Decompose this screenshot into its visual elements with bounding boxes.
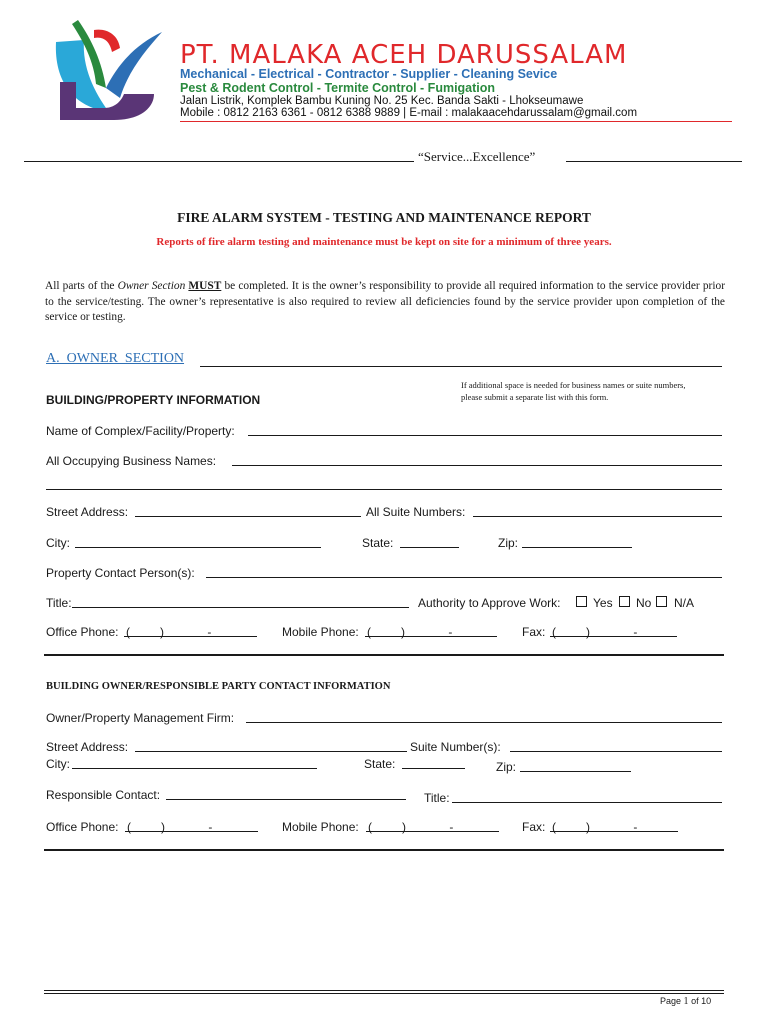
company-services-line1: Mechanical - Electrical - Contractor - Supplier - Cleaning Sevice: [180, 67, 558, 81]
fax-label: Fax:: [522, 625, 546, 639]
mobile-phone-label: Mobile Phone:: [282, 625, 359, 639]
title-label: Title:: [46, 596, 72, 610]
responsible-contact-label: Responsible Contact:: [46, 788, 161, 802]
office-phone-format: ( ) -: [126, 625, 212, 639]
section-a-title: A. OWNER SECTION: [46, 351, 185, 366]
owner-fax-format: ( ) -: [552, 820, 638, 834]
authority-na-label: N/A: [674, 596, 695, 610]
company-name: PT. MALAKA ACEH DARUSSALAM: [180, 40, 628, 70]
state-field[interactable]: [400, 535, 459, 548]
zip-label: Zip:: [498, 536, 519, 550]
owner-title-field[interactable]: [452, 790, 722, 803]
authority-label: Authority to Approve Work:: [418, 596, 561, 610]
company-services-line2: Pest & Rodent Control - Termite Control - Fumigation: [180, 81, 496, 95]
suite-numbers-field[interactable]: [473, 504, 722, 517]
fax-format: ( ) -: [552, 625, 638, 639]
city-label: City:: [46, 536, 70, 550]
section-divider-2: [44, 849, 724, 851]
owner-mobile-phone-label: Mobile Phone:: [282, 820, 359, 834]
page-num: 1: [683, 996, 689, 1007]
intro-rest: be completed. It is the owner’s responsibility to provide all required information to the service provider prior to the service/testing. The owner’s representative is also required to review all deficiencies found by the service provider upon completion of the service or testing.: [45, 280, 725, 323]
letterhead-rule: [180, 121, 732, 122]
authority-na-checkbox[interactable]: [656, 596, 667, 607]
owner-state-field[interactable]: [402, 756, 465, 769]
additional-space-note: If additional space is needed for business names or suite numbers, please submit a separate list with this form.: [461, 380, 686, 402]
business-names-field[interactable]: [232, 453, 722, 466]
owner-zip-label: Zip:: [496, 760, 517, 774]
company-address: Jalan Listrik, Komplek Bambu Kuning No. 25 Kec. Banda Sakti - Lhokseumawe: [180, 95, 584, 107]
contact-person-label: Property Contact Person(s):: [46, 566, 195, 580]
contact-person-field[interactable]: [206, 565, 722, 578]
state-label: State:: [362, 536, 394, 550]
section-a-rule: [200, 366, 722, 367]
intro-owner-section: Owner Section: [117, 280, 186, 292]
street-address-field[interactable]: [135, 504, 361, 517]
firm-label: Owner/Property Management Firm:: [46, 711, 235, 725]
city-field[interactable]: [75, 535, 321, 548]
owner-street-field[interactable]: [135, 739, 407, 752]
firm-field[interactable]: [246, 710, 722, 723]
tagline: “Service...Excellence”: [418, 149, 536, 164]
mobile-phone-format: ( ) -: [367, 625, 453, 639]
section-divider-1: [44, 654, 724, 656]
footer-rule: [44, 990, 724, 994]
authority-yes-checkbox[interactable]: [576, 596, 587, 607]
company-logo: [54, 12, 164, 122]
intro-paragraph: [45, 279, 725, 326]
tagline-rule-right: [566, 161, 742, 162]
owner-suite-field[interactable]: [510, 739, 722, 752]
owner-title-label: Title:: [424, 791, 450, 805]
report-subtitle: Reports of fire alarm testing and maintenance must be kept on site for a minimum of three years.: [156, 236, 612, 248]
intro-pre: All parts of the: [45, 280, 118, 292]
suite-numbers-label: All Suite Numbers:: [366, 505, 466, 519]
responsible-contact-field[interactable]: [166, 787, 406, 800]
page-label: Page: [660, 996, 682, 1006]
street-address-label: Street Address:: [46, 505, 129, 519]
business-names-field-2[interactable]: [46, 477, 722, 490]
intro-must: MUST: [188, 280, 222, 292]
authority-yes-label: Yes: [593, 596, 613, 610]
owner-contact-heading: BUILDING OWNER/RESPONSIBLE PARTY CONTACT INFORMATION: [46, 681, 391, 692]
owner-mobile-phone-format: ( ) -: [368, 820, 454, 834]
tagline-rule-left: [24, 161, 414, 162]
complex-name-label: Name of Complex/Facility/Property:: [46, 424, 235, 438]
authority-no-checkbox[interactable]: [619, 596, 630, 607]
owner-zip-field[interactable]: [520, 759, 631, 772]
page-of: of 10: [691, 996, 712, 1006]
company-contact: Mobile : 0812 2163 6361 - 0812 6388 9889 | E-mail : malakaacehdarussalam@gmail.com: [180, 107, 638, 119]
report-title: FIRE ALARM SYSTEM - TESTING AND MAINTENANCE REPORT: [177, 210, 591, 225]
owner-street-label: Street Address:: [46, 740, 129, 754]
page-number: [660, 996, 711, 1007]
owner-state-label: State:: [364, 757, 396, 771]
office-phone-label: Office Phone:: [46, 625, 119, 639]
business-names-label: All Occupying Business Names:: [46, 454, 217, 468]
owner-city-field[interactable]: [72, 756, 317, 769]
owner-fax-label: Fax:: [522, 820, 546, 834]
owner-office-phone-label: Office Phone:: [46, 820, 119, 834]
authority-no-label: No: [636, 596, 652, 610]
owner-suite-label: Suite Number(s):: [410, 740, 501, 754]
owner-city-label: City:: [46, 757, 70, 771]
building-heading: BUILDING/PROPERTY INFORMATION: [46, 393, 261, 407]
owner-office-phone-format: ( ) -: [127, 820, 213, 834]
zip-field[interactable]: [522, 535, 632, 548]
title-field[interactable]: [72, 595, 409, 608]
complex-name-field[interactable]: [248, 423, 722, 436]
